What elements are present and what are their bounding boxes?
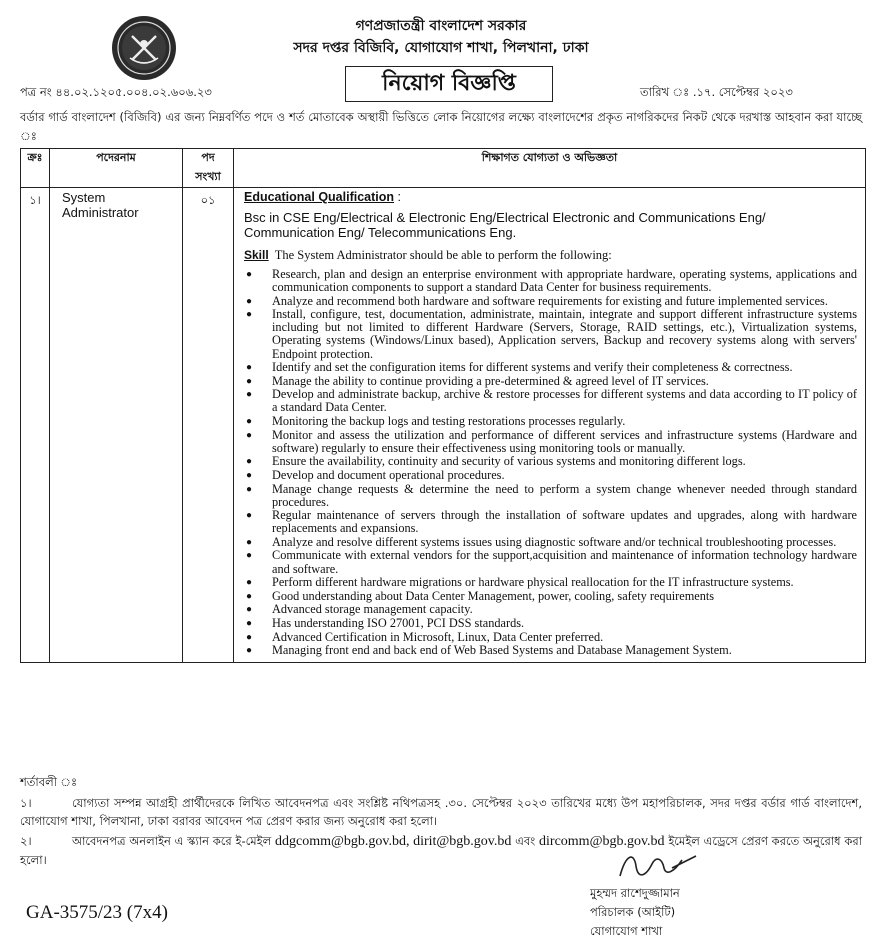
email-address-dircomm: dircomm@bgb.gov.bd — [539, 834, 665, 849]
list-item: ● Good understanding about Data Center Management, power, cooling, safety requirements — [246, 588, 715, 603]
term-item-1 — [20, 794, 862, 830]
skill-intro: The System Administrator should be able to perform the following: — [274, 248, 612, 262]
list-item: ● Regular maintenance of servers through the installation of software updates and upgrades, along with hardware replacements and expansions. — [246, 508, 857, 536]
memo-number: পত্র নং ৪৪.০২.১২০৫.০০৪.০২.৬০৬.২৩ — [20, 85, 212, 99]
skill-heading — [244, 248, 857, 263]
notice-title: নিয়োগ বিজ্ঞপ্তি — [345, 66, 553, 102]
email-addresses: ddgcomm@bgb.gov.bd, dirit@bgb.gov.bd — [275, 834, 512, 849]
table-header-row — [21, 149, 866, 188]
term-text: যোগ্যতা সম্পন্ন আগ্রহী প্রার্থীদেরকে লিখিত আবেদনপত্র এবং সংশ্লিষ্ট নথিপত্রসহ .৩০. সেপ্টেম্বর ২০২৩ তারিখের মধ্যে উপ মহাপরিচালক, সদর দপ্তর বর্ডার গার্ড বাংলাদেশ, যোগাযোগ শাখা, পিলখানা, ঢাকা বরাবর আবেদন পত্র প্রেরণ করার জন্য অনুরোধ করা হলো। — [20, 796, 862, 828]
signatory-name: মুহম্মদ রাশেদুজ্জামান — [590, 886, 680, 900]
row-qualification — [234, 188, 866, 663]
bullet-icon: ● — [246, 416, 253, 428]
bullet-icon: ● — [246, 375, 253, 387]
list-item: ● Analyze and recommend both hardware and software requirements for existing and future implemented services. — [246, 293, 828, 308]
education-label: Educational Qualification — [244, 190, 395, 204]
bullet-icon: ● — [246, 295, 253, 307]
list-item: ● Install, configure, test, documentation, administrate, maintain, integrate and support different infrastructure systems including but not limited to different Hardware (Servers, Storage, RAID settings, etc.), Virtualization systems, Operating systems (Windows/Linux based), Application servers, Backup and recovery systems along with servers' Endpoint protection. — [246, 307, 857, 361]
bullet-icon: ● — [246, 429, 253, 441]
bullet-icon: ● — [246, 631, 253, 643]
list-item: ● Manage change requests & determine the need to perform a system change whenever needed through standard procedures. — [246, 481, 857, 509]
signatory-title: পরিচালক (আইটি) — [590, 905, 676, 919]
row-post-name — [50, 188, 183, 663]
notice-date: তারিখ ঃ .১৭. সেপ্টেম্বর ২০২৩ — [640, 85, 793, 99]
list-item: ● Advanced Certification in Microsoft, Linux, Data Center preferred. — [246, 629, 604, 644]
list-item: ● Communicate with external vendors for the support,acquisition and maintenance of information technology hardware and software. — [246, 548, 857, 576]
list-item: ● Analyze and resolve different systems issues using diagnostic software and/or technical troubleshooting processes. — [246, 534, 837, 549]
bullet-icon: ● — [246, 456, 253, 468]
post-name-line2: Administrator — [62, 205, 139, 220]
row-serial: ১। — [21, 188, 50, 663]
skills-list — [244, 268, 857, 657]
header-serial: ক্রঃ — [21, 149, 50, 188]
bullet-icon: ● — [246, 617, 253, 629]
education-text: Bsc in CSE Eng/Electrical & Electronic Eng/Electrical Electronic and Communications Eng/ Communication Eng/ Telecommunications Eng. — [244, 210, 766, 240]
bullet-icon: ● — [246, 510, 253, 522]
list-item: ● Monitoring the backup logs and testing restorations processes regularly. — [246, 414, 626, 429]
education-colon: : — [394, 190, 401, 204]
list-item: ● Identify and set the configuration items for different systems and verify their completeness & correctness. — [246, 360, 793, 375]
ga-code: GA-3575/23 (7x4) — [26, 902, 168, 923]
intro-paragraph: বর্ডার গার্ড বাংলাদেশ (বিজিবি) এর জন্য নিম্নবর্ণিত পদে ও শর্ত মোতাবেক অস্থায়ী ভিত্তিতে লোক নিয়োগের লক্ষ্যে বাংলাদেশের প্রকৃত নাগরিকদের নিকট থেকে দরখাস্ত আহবান করা যাচ্ছে ঃ — [20, 110, 862, 143]
list-item: ● Advanced storage management capacity. — [246, 602, 473, 617]
bullet-icon: ● — [246, 604, 253, 616]
header-qualification: শিক্ষাগত যোগ্যতা ও অভিজ্ঞতা — [234, 149, 866, 188]
term-text-pre: আবেদনপত্র অনলাইন এ স্ক্যান করে ই-মেইল — [72, 834, 272, 848]
list-item: ● Has understanding ISO 27001, PCI DSS standards. — [246, 615, 525, 630]
list-item: ● Research, plan and design an enterprise environment with appropriate hardware, operating systems, applications and communication components to support a standard Data Center for business requirements. — [246, 267, 857, 295]
bullet-icon: ● — [246, 536, 253, 548]
header-post-count: পদ সংখ্যা — [183, 149, 234, 188]
bullet-icon: ● — [246, 362, 253, 374]
row-post-count: ০১ — [183, 188, 234, 663]
signatory-department: যোগাযোগ শাখা — [590, 924, 663, 938]
list-item: ● Monitor and assess the utilization and performance of different services and infrastructure systems (Hardware and software) regularly to ensure their effectiveness using monitoring tools or manually. — [246, 427, 857, 455]
post-name-line1: System — [62, 190, 106, 205]
term-number: ১। — [20, 796, 32, 810]
list-item: ● Perform different hardware migrations or hardware physical reallocation for the IT infrastructure systems. — [246, 575, 794, 590]
list-item: ● Managing front end and back end of Web Based Systems and Database Management System. — [246, 643, 732, 658]
bullet-icon: ● — [246, 550, 253, 562]
bullet-icon: ● — [246, 645, 253, 657]
bullet-icon: ● — [246, 389, 253, 401]
term-and: এবং — [515, 834, 536, 848]
skill-label: Skill — [244, 248, 269, 262]
terms-heading: শর্তাবলী ঃ — [20, 775, 78, 789]
signature-image — [612, 846, 702, 886]
office-address: সদর দপ্তর বিজিবি, যোগাযোগ শাখা, পিলখানা, ঢাকা — [293, 40, 589, 56]
term-text-post: ইমেইল এড্রেসে প্রেরণ করতে অনুরোধ করা হলো। — [20, 834, 863, 867]
bullet-icon: ● — [246, 577, 253, 589]
header-post-name: পদেরনাম — [50, 149, 183, 188]
government-name: গণপ্রজাতন্ত্রী বাংলাদেশ সরকার — [355, 18, 527, 34]
list-item: ● Ensure the availability, continuity and security of various systems and monitoring different logs. — [246, 454, 746, 469]
bullet-icon: ● — [246, 590, 253, 602]
term-item-2 — [20, 832, 862, 869]
list-item: ● Develop and administrate backup, archive & restore processes for different systems and data according to IT policy of a standard Data Center. — [246, 387, 857, 415]
list-item: ● Develop and document operational procedures. — [246, 467, 505, 482]
table-row — [21, 188, 866, 663]
signatory-block — [590, 884, 680, 941]
vacancy-table — [20, 148, 866, 663]
list-item: ● Manage the ability to continue providing a pre-determined & agreed level of IT services. — [246, 373, 709, 388]
bullet-icon: ● — [246, 483, 253, 495]
bullet-icon: ● — [246, 469, 253, 481]
bullet-icon: ● — [246, 309, 253, 321]
bullet-icon: ● — [246, 269, 253, 280]
term-number: ২। — [20, 834, 32, 848]
